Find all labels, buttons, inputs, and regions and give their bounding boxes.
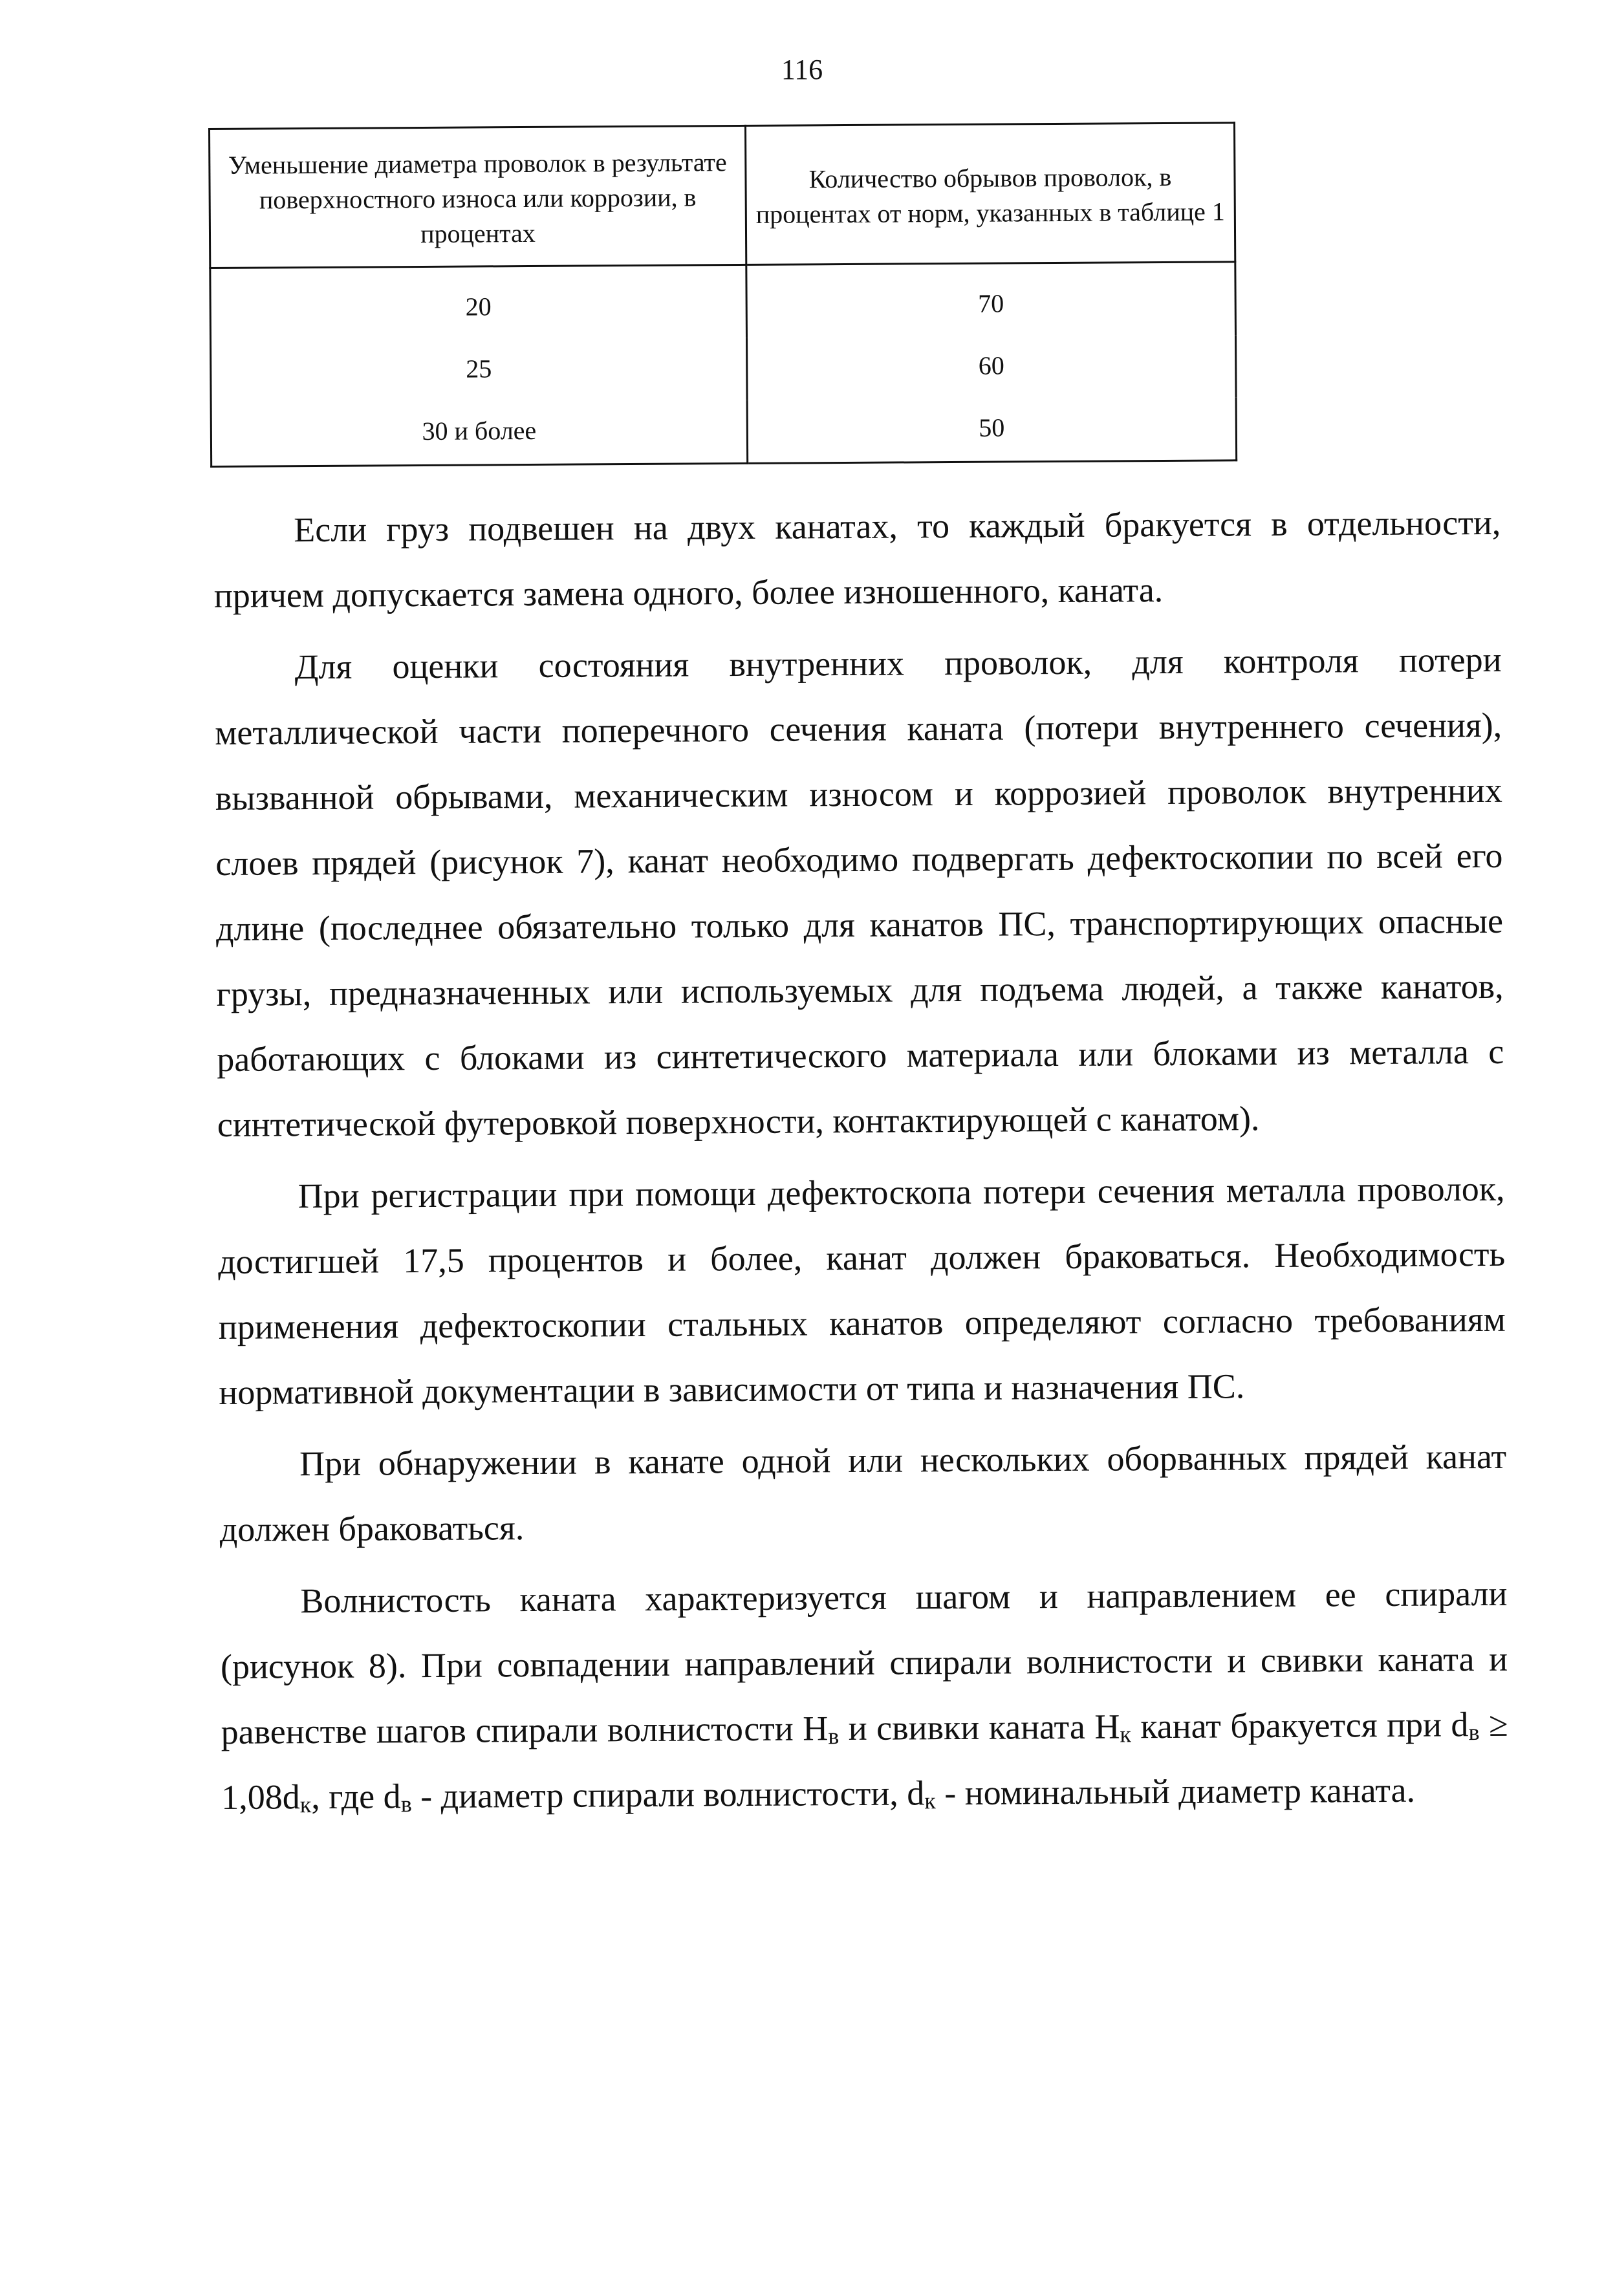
cell-reduction: 30 и более bbox=[211, 400, 748, 467]
subscript: в bbox=[1468, 1719, 1480, 1746]
paragraph-broken-strands: При обнаружении в канате одной или нескольких оборванных прядей канат должен браковаться. bbox=[219, 1436, 1507, 1549]
subscript: в bbox=[400, 1791, 412, 1817]
cell-breaks: 50 bbox=[747, 397, 1237, 463]
page-number: 116 bbox=[781, 54, 823, 85]
text-run: - номинальный диаметр каната. bbox=[935, 1770, 1416, 1813]
cell-breaks: 60 bbox=[747, 335, 1237, 400]
text-run: ≥ 1,08d bbox=[221, 1704, 1508, 1817]
paragraph-two-ropes: Если груз подвешен на двух канатах, то каждый бракуется в отдельности, причем допускается замена одного, более изношенного, каната. bbox=[213, 503, 1501, 615]
cell-reduction: 25 bbox=[211, 338, 748, 404]
text-run: и свивки каната H bbox=[839, 1707, 1120, 1748]
header-diameter-reduction: Уменьшение диаметра проволок в результате поверхностного износа или коррозии, в процентах bbox=[210, 125, 746, 268]
wire-wear-table bbox=[208, 122, 1237, 468]
cell-reduction: 20 bbox=[210, 265, 747, 341]
paragraph-section-loss: При регистрации при помощи дефектоскопа потери сечения металла проволок, достигшей 17,5 процентов и более, канат должен браковаться. Необходимость применения дефектоскопии стальных канатов определяют согласно требованиям нормативной документации в зависимости от типа и назначения ПС. bbox=[218, 1169, 1506, 1412]
table-header-row bbox=[210, 123, 1235, 268]
text-run: канат бракуется при d bbox=[1131, 1705, 1469, 1746]
table-row bbox=[211, 335, 1237, 404]
body-text bbox=[213, 490, 1509, 1837]
subscript: в bbox=[828, 1723, 840, 1749]
subscript: к bbox=[299, 1792, 312, 1818]
header-wire-breaks: Количество обрывов проволок, в процентах от норм, указанных в таблице 1 bbox=[745, 123, 1235, 265]
text-run: - диаметр спирали волнистости, d bbox=[411, 1773, 925, 1816]
text-run: Волнистость каната характеризуется шагом и направлением ее спирали (рисунок 8). При совпадении направлений спирали волнистости и свивки каната и равенстве шагов спирали волнистости H bbox=[220, 1574, 1508, 1751]
table-row bbox=[210, 262, 1236, 341]
text-run: , где d bbox=[311, 1777, 401, 1817]
paragraph-flaw-detection: Для оценки состояния внутренних проволок, для контроля потери металлической части поперечного сечения каната (потери внутреннего сечения), вызванной обрывами, механическим износом и коррозией проволок внутренних слоев прядей (рисунок 7), канат необходимо подвергать дефектоскопии по всей его длине (последнее обязательно только для канатов ПС, транспортирующих опасные грузы, предназначенных или используемых для подъема людей, а также канатов, работающих с блоками из синтетического материала или блоками из металла с синтетической футеровкой поверхности, контактирующей с канатом). bbox=[215, 640, 1504, 1144]
subscript: к bbox=[1120, 1721, 1132, 1748]
paragraph-waviness bbox=[220, 1561, 1508, 1830]
subscript: к bbox=[924, 1788, 936, 1814]
table-row bbox=[211, 397, 1237, 466]
cell-breaks: 70 bbox=[746, 262, 1236, 338]
